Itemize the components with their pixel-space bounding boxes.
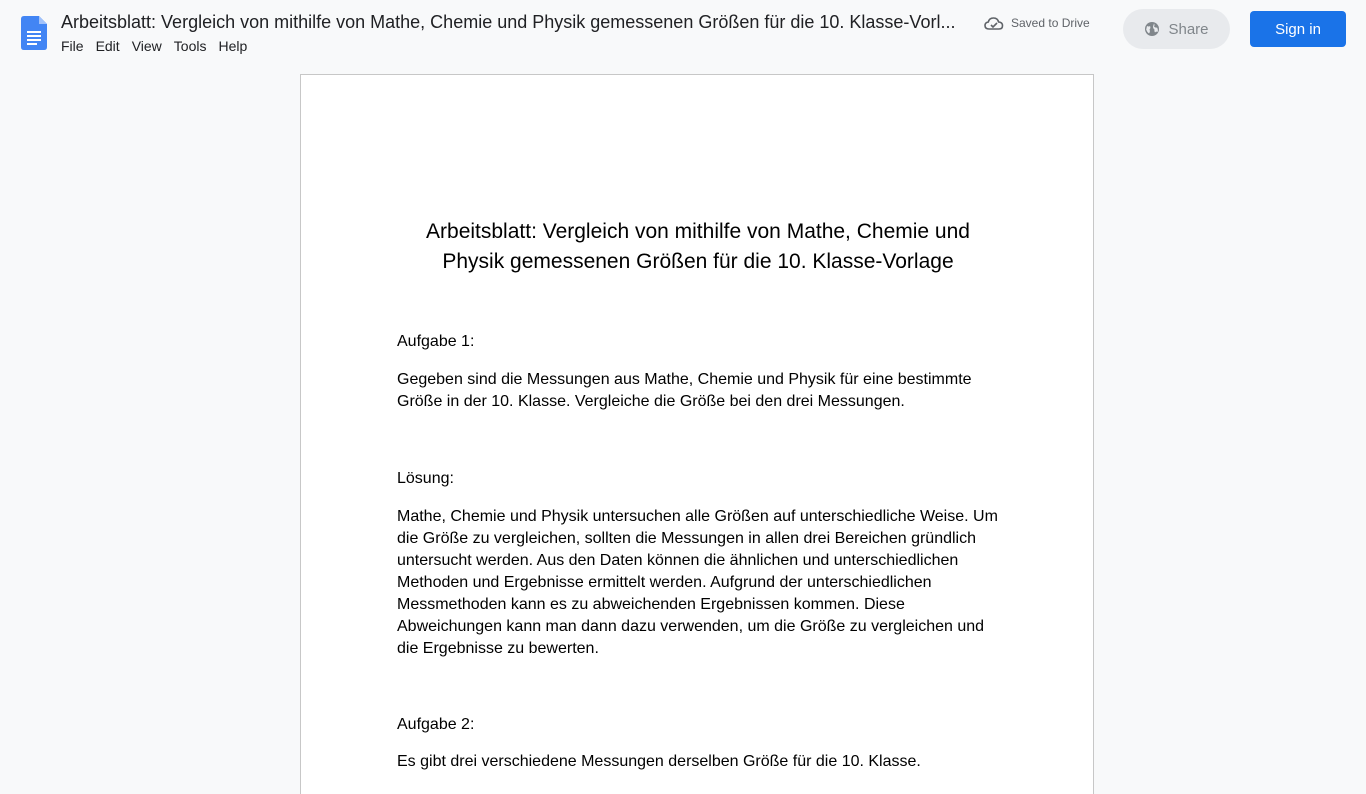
sign-in-button[interactable]: Sign in: [1250, 11, 1346, 47]
document-heading: [397, 217, 999, 277]
share-button[interactable]: [1123, 9, 1230, 49]
globe-icon: [1144, 21, 1160, 37]
cloud-saved-icon: [984, 15, 1004, 31]
menu-help[interactable]: Help: [218, 38, 248, 54]
task1-text: Gegeben sind die Messungen aus Mathe, Chemie und Physik für eine bestimmte Größe in der 10. Klasse. Vergleiche die Größe bei den drei Messungen.: [397, 371, 972, 410]
menu-file[interactable]: File: [61, 38, 84, 54]
task1-heading: Aufgabe 1:: [397, 333, 475, 350]
share-label: Share: [1168, 20, 1209, 38]
task2-heading: Aufgabe 2:: [397, 716, 475, 733]
top-bar: [0, 0, 1366, 64]
menu-bar: [55, 36, 253, 58]
menu-view[interactable]: View: [131, 38, 162, 54]
menu-tools[interactable]: Tools: [173, 38, 207, 54]
menu-edit[interactable]: Edit: [95, 38, 120, 54]
document-page[interactable]: [300, 74, 1094, 794]
document-heading-line1: Arbeitsblatt: Vergleich von mithilfe von Mathe, Chemie und: [426, 220, 970, 243]
document-heading-line2: Physik gemessenen Größen für die 10. Klasse-Vorlage: [442, 250, 954, 273]
save-status[interactable]: [984, 13, 1090, 33]
solution1-heading: Lösung:: [397, 470, 454, 487]
save-status-label: Saved to Drive: [1011, 16, 1090, 30]
document-title[interactable]: Arbeitsblatt: Vergleich von mithilfe von Mathe, Chemie und Physik gemessenen Größen für die 10. Klasse-Vorl...: [61, 12, 956, 32]
solution1-text: Mathe, Chemie und Physik untersuchen alle Größen auf unterschiedliche Weise. Um die Größe zu vergleichen, sollten die Messungen in allen drei Bereichen gründlich untersucht werden. Aus den Daten können die ähnlichen und unterschiedlichen Methoden und Ergebnisse ermittelt werden. Aufgrund der unterschiedlichen Messmethoden kann es zu abweichenden Ergebnissen kommen. Diese Abweichungen kann man dann dazu verwenden, um die Größe zu vergleichen und die Ergebnisse zu bewerten.: [397, 508, 998, 657]
task2-text: Es gibt drei verschiedene Messungen derselben Größe für die 10. Klasse.: [397, 753, 921, 770]
google-docs-icon[interactable]: [21, 16, 47, 50]
